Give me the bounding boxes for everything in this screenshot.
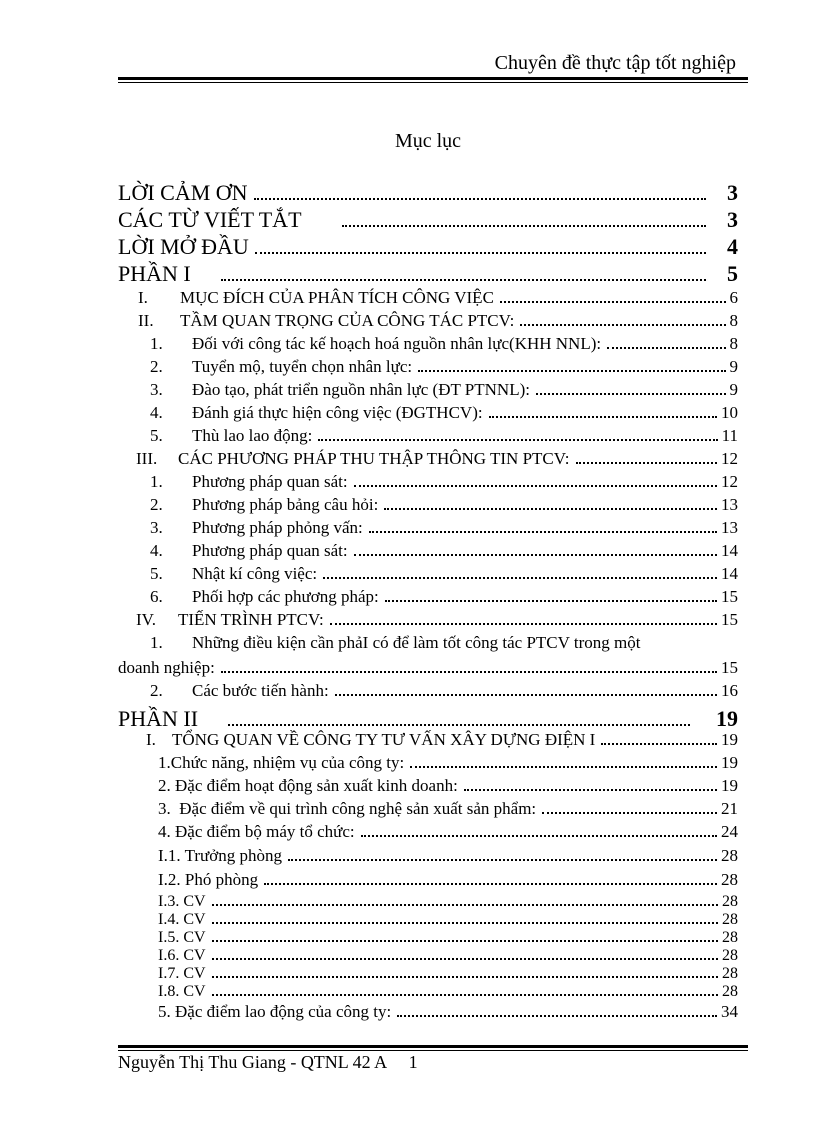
toc-leader [212, 940, 718, 942]
toc-entry-page: 19 [716, 706, 738, 731]
toc-entry-page: 19 [721, 730, 738, 749]
toc-entry-number: 2. [150, 495, 163, 514]
toc-leader [288, 859, 717, 861]
toc-leader [489, 416, 717, 418]
toc-entry-page: 28 [722, 947, 738, 964]
toc-entry-number: 4. [150, 541, 163, 560]
toc-entry-page: 28 [722, 893, 738, 910]
toc-entry-page: 11 [721, 426, 738, 445]
toc-entry-text: TỔNG QUAN VỀ CÔNG TY TƯ VẤN XÂY DỰNG ĐIỆN I [172, 730, 596, 749]
toc-entry-text: Thù lao lao động: [192, 426, 313, 445]
toc-entry-page: 15 [721, 610, 738, 629]
toc-entry[interactable] [118, 706, 738, 732]
toc-entry-page: 15 [721, 587, 738, 606]
toc-entry-page: 28 [722, 911, 738, 928]
toc-entry-text: 5. Đặc điểm lao động của công ty: [158, 1002, 392, 1021]
toc-leader [342, 225, 706, 227]
toc-entry-text: LỜI MỞ ĐẦU [118, 234, 249, 259]
toc-leader [212, 904, 718, 906]
toc-entry-text: Phương pháp phỏng vấn: [192, 518, 363, 537]
toc-entry-page: 4 [727, 234, 738, 259]
toc-entry[interactable] [158, 799, 738, 819]
toc-leader [361, 835, 717, 837]
toc-entry-text: Những điều kiện cần phảI có để làm tốt công tác PTCV trong một [192, 633, 641, 652]
toc-entry-page: 19 [721, 753, 738, 772]
toc-entry-page: 28 [722, 965, 738, 982]
toc-entry-number: 2. [150, 357, 163, 376]
toc-entry-page: 16 [721, 681, 738, 700]
toc-entry[interactable] [150, 518, 738, 538]
toc-entry-text: doanh nghiệp: [118, 658, 215, 677]
toc-leader [464, 789, 717, 791]
toc-entry[interactable] [150, 495, 738, 515]
toc-entry-number: I. [146, 730, 156, 749]
toc-entry-page: 28 [722, 983, 738, 1000]
toc-entry[interactable] [150, 587, 738, 607]
toc-leader [542, 812, 717, 814]
toc-leader [354, 485, 717, 487]
toc-entry-page: 19 [721, 776, 738, 795]
toc-entry-number: 3. [150, 380, 163, 399]
toc-entry[interactable] [150, 403, 738, 423]
toc-entry[interactable] [150, 472, 738, 492]
toc-entry-page: 13 [721, 495, 738, 514]
toc-leader [212, 976, 718, 978]
toc-entry[interactable] [158, 1002, 738, 1022]
toc-entry-page: 13 [721, 518, 738, 537]
toc-entry-page: 34 [721, 1002, 738, 1021]
toc-leader [369, 531, 717, 533]
toc-leader [500, 301, 726, 303]
toc-entry-page: 21 [721, 799, 738, 818]
toc-entry[interactable] [150, 426, 738, 446]
toc-leader [385, 600, 717, 602]
toc-leader [264, 883, 717, 885]
toc-entry-page: 9 [729, 380, 738, 399]
toc-leader [576, 462, 718, 464]
toc-entry[interactable] [118, 234, 738, 260]
footer [118, 1052, 418, 1073]
toc-entry[interactable] [158, 893, 738, 911]
toc-entry[interactable] [118, 180, 738, 206]
toc-entry-page: 10 [721, 403, 738, 422]
toc-leader [354, 554, 717, 556]
toc-entry-text: Nhật kí công việc: [192, 564, 318, 583]
toc-leader [221, 279, 706, 281]
toc-title: Mục lục [394, 130, 462, 152]
toc-entry-text: Phương pháp bảng câu hỏi: [192, 495, 379, 514]
toc-entry[interactable] [118, 207, 738, 233]
toc-leader [221, 671, 717, 673]
toc-entry[interactable] [150, 541, 738, 561]
toc-entry[interactable] [158, 929, 738, 947]
toc-entry-page: 3 [727, 180, 738, 205]
toc-entry[interactable] [150, 357, 738, 377]
toc-entry-page: 15 [721, 658, 738, 677]
toc-leader [601, 743, 717, 745]
toc-entry-text: I.1. Trưởng phòng [158, 846, 283, 865]
toc-entry[interactable] [136, 610, 738, 630]
toc-entry-text: 2. Đặc điểm hoạt động sản xuất kinh doanh: [158, 776, 458, 795]
footer-author: Nguyễn Thị Thu Giang - QTNL 42 A [118, 1052, 387, 1072]
toc-entry-number: III. [136, 449, 158, 468]
toc-entry-number: 5. [150, 564, 163, 583]
toc-entry-text: I.4. CV [158, 911, 206, 928]
toc-leader [410, 766, 717, 768]
toc-entry-page: 28 [721, 870, 738, 889]
toc-entry-text: Phối hợp các phương pháp: [192, 587, 379, 606]
toc-entry-text: CÁC PHƯƠNG PHÁP THU THẬP THÔNG TIN PTCV: [178, 449, 570, 468]
toc-entry-number: 1. [150, 633, 163, 652]
toc-leader [520, 324, 725, 326]
toc-entry[interactable] [158, 846, 738, 866]
toc-entry-text: I.8. CV [158, 983, 206, 1000]
toc-entry-page: 24 [721, 822, 738, 841]
toc-leader [318, 439, 717, 441]
toc-entry-number: 1. [150, 472, 163, 491]
toc-entry-text: I.3. CV [158, 893, 206, 910]
toc-entry-text: PHẦN I [118, 261, 191, 286]
toc-entry-number: 3. [150, 518, 163, 537]
toc-entry[interactable] [158, 870, 738, 890]
toc-entry-text: Đánh giá thực hiện công việc (ĐGTHCV): [192, 403, 483, 422]
toc-entry-number: II. [138, 311, 154, 330]
toc-leader [335, 694, 717, 696]
toc-entry[interactable] [138, 311, 738, 331]
toc-entry[interactable] [118, 658, 738, 678]
toc-leader [418, 370, 725, 372]
toc-entry-page: 12 [721, 449, 738, 468]
toc-entry-text: MỤC ĐÍCH CỦA PHÂN TÍCH CÔNG VIỆC [180, 288, 494, 307]
toc-entry-text: TIẾN TRÌNH PTCV: [178, 610, 324, 629]
toc-entry[interactable] [158, 947, 738, 965]
toc-entry[interactable] [150, 681, 738, 701]
toc-entry-number: I. [138, 288, 148, 307]
toc-entry-number: 6. [150, 587, 163, 606]
toc-entry[interactable] [138, 288, 738, 308]
toc-entry-text: Phương pháp quan sát: [192, 472, 348, 491]
toc-entry[interactable] [158, 753, 738, 773]
footer-rule [118, 1045, 748, 1051]
toc-entry-page: 3 [727, 207, 738, 232]
toc-entry-text: Các bước tiến hành: [192, 681, 329, 700]
toc-entry-text: CÁC TỪ VIẾT TẮT [118, 207, 302, 232]
toc-entry-text: 1.Chức năng, nhiệm vụ của công ty: [158, 753, 405, 772]
toc-leader [228, 724, 690, 726]
toc-entry[interactable] [158, 776, 738, 796]
toc-entry[interactable] [150, 380, 738, 400]
toc-entry-page: 12 [721, 472, 738, 491]
toc-entry-text: 3. Đặc điểm về qui trình công nghệ sản xuất sản phẩm: [158, 799, 537, 818]
toc-leader [212, 922, 718, 924]
toc-entry-page: 5 [727, 261, 738, 286]
toc-leader [607, 347, 725, 349]
toc-entry[interactable] [158, 983, 738, 1001]
toc-entry-text: I.7. CV [158, 965, 206, 982]
toc-entry-text: Phương pháp quan sát: [192, 541, 348, 560]
toc-entry-text: 4. Đặc điểm bộ máy tổ chức: [158, 822, 355, 841]
toc-entry[interactable] [158, 822, 738, 842]
toc-entry-page: 8 [729, 334, 738, 353]
toc-entry-number: 5. [150, 426, 163, 445]
toc-entry-number: 1. [150, 334, 163, 353]
toc-entry[interactable] [118, 261, 738, 287]
toc-entry[interactable] [150, 334, 738, 354]
toc-entry[interactable] [150, 633, 738, 653]
toc-entry-number: 2. [150, 681, 163, 700]
toc-entry-text: I.5. CV [158, 929, 206, 946]
toc-entry-text: Đào tạo, phát triển nguồn nhân lực (ĐT PTNNL): [192, 380, 530, 399]
toc-leader [536, 393, 726, 395]
toc-entry-text: TẦM QUAN TRỌNG CỦA CÔNG TÁC PTCV: [180, 311, 515, 330]
toc-entry-text: I.2. Phó phòng [158, 870, 259, 889]
toc-leader [212, 994, 718, 996]
toc-entry-page: 14 [721, 564, 738, 583]
toc-entry-page: 6 [729, 288, 738, 307]
header-title: Chuyên đề thực tập tốt nghiệp [494, 52, 736, 74]
toc-entry-page: 8 [729, 311, 738, 330]
toc-entry[interactable] [150, 564, 738, 584]
toc-entry[interactable] [158, 911, 738, 929]
toc-leader [384, 508, 717, 510]
toc-entry[interactable] [158, 965, 738, 983]
toc-entry-text: I.6. CV [158, 947, 206, 964]
toc-leader [330, 623, 717, 625]
toc-entry-number: IV. [136, 610, 156, 629]
toc-entry-text: PHẦN II [118, 706, 199, 731]
toc-entry-page: 9 [729, 357, 738, 376]
toc-entry-page: 28 [721, 846, 738, 865]
toc-entry[interactable] [136, 449, 738, 469]
toc-leader [397, 1015, 717, 1017]
toc-entry-page: 14 [721, 541, 738, 560]
toc-entry-page: 28 [722, 929, 738, 946]
toc-leader [254, 198, 706, 200]
toc-leader [323, 577, 717, 579]
toc-entry[interactable] [146, 730, 738, 750]
toc-leader [212, 958, 718, 960]
toc-entry-text: Đối với công tác kế hoạch hoá nguồn nhân lực(KHH NNL): [192, 334, 602, 353]
toc-entry-text: LỜI CẢM ƠN [118, 180, 248, 205]
footer-page-number: 1 [408, 1052, 418, 1072]
toc-entry-number: 4. [150, 403, 163, 422]
toc-entry-text: Tuyển mộ, tuyển chọn nhân lực: [192, 357, 413, 376]
toc-leader [255, 252, 706, 254]
